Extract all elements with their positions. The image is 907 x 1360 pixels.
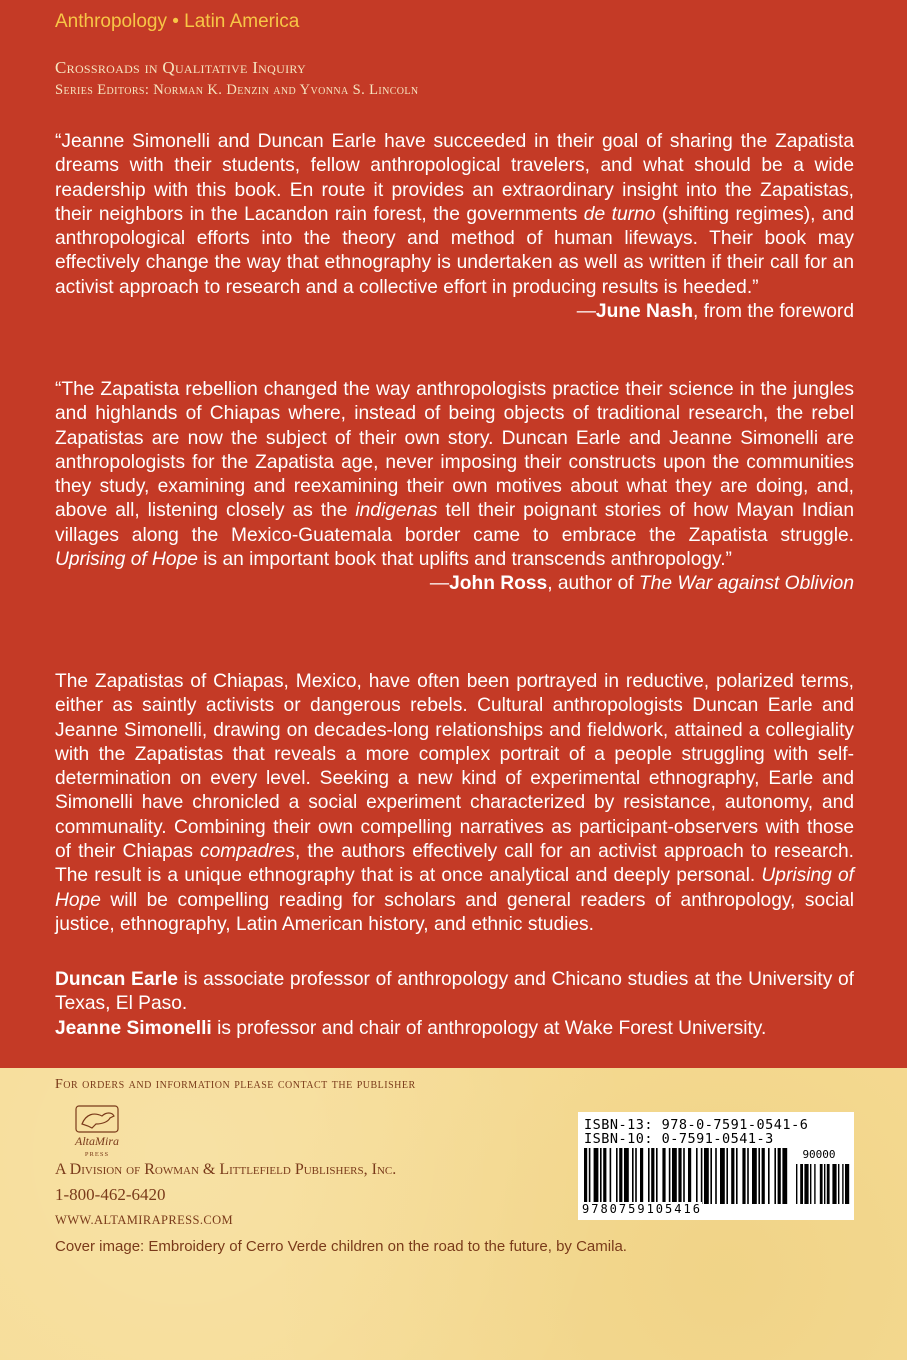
svg-text:PRESS: PRESS xyxy=(84,1151,110,1158)
quote-text: is an important book that uplifts and transcends anthropology.” xyxy=(197,549,732,571)
price-code: 90000 xyxy=(802,1148,836,1161)
book-title: Uprising of Hope xyxy=(55,549,198,571)
book-title: The War against Oblivion xyxy=(638,573,854,595)
author-bio: Jeanne Simonelli is professor and chair of anthropology at Wake Forest University. xyxy=(55,1017,767,1039)
ross-quote xyxy=(55,378,854,597)
author-name: Duncan Earle xyxy=(55,969,178,990)
quote-italic: de turno xyxy=(583,203,656,225)
publisher-website: WWW.ALTAMIRAPRESS.COM xyxy=(55,1213,234,1227)
quote-author: John Ross xyxy=(449,573,548,595)
cover-credit: Cover image: Embroidery of Cerro Verde children on the road to the future, by Camila. xyxy=(55,1238,627,1255)
author-name: Jeanne Simonelli xyxy=(55,1017,212,1039)
horse-icon xyxy=(62,1102,132,1162)
isbn-13: ISBN-13: 978-0-7591-0541-6 xyxy=(584,1117,809,1133)
quote-text: “Jeanne Simonelli and Duncan Earle have succeeded in their goal of sharing the Zapatista dreams with their students, fellow anthropological travelers, and what should be a wide readership with this book. En route it provides an extraordinary insight into the Zapatistas, their neighbors in the Lacandon rain forest, the governments xyxy=(55,131,854,225)
quote-author: June Nash xyxy=(595,301,693,323)
publisher-phone: 1-800-462-6420 xyxy=(55,1185,166,1204)
quote-attribution: —John Ross, author of The War against Oblivion xyxy=(429,573,854,595)
quote-attribution: —June Nash, from the foreword xyxy=(576,301,854,323)
category-label: Anthropology • Latin America xyxy=(55,11,300,32)
nash-quote xyxy=(55,130,854,324)
quote-text: tell their poignant stories of how Mayan Indian villages along the Mexico-Guatemala border came to embrace the Zapatista struggle. xyxy=(55,500,854,546)
series-title: Crossroads in Qualitative Inquiry xyxy=(55,58,306,77)
barcode-number: 9780759105416 xyxy=(582,1202,702,1216)
quote-text: (shifting regimes), and anthropological efforts into the theory and method of human lifeways. Their book may effectively change the way that ethnography is undertaken as well as written if their call for an activist approach to research and a collective effort in producing results is heeded.” xyxy=(55,203,854,298)
quote-italic: indigenas xyxy=(355,500,438,522)
orders-notice: For orders and information please contact the publisher xyxy=(55,1077,416,1092)
author-bio: Duncan Earle is associate professor of anthropology and Chicano studies at the University of Texas, El Paso. xyxy=(55,969,854,1015)
author-bios xyxy=(55,968,854,1041)
series-editors: Series Editors: Norman K. Denzin and Yvonna S. Lincoln xyxy=(55,82,419,98)
book-title: Uprising of Hope xyxy=(55,865,854,911)
quote-text: “The Zapatista rebellion changed the way anthropologists practice their science in the jungles and highlands of Chiapas where, instead of being objects of traditional research, the rebel Zapatistas are now the subject of their own story. Duncan Earle and Jeanne Simonelli are anthropologists for the Zapatista age, never imposing their constructs upon the communities they study, examining and reexamining their own motives about what they are doing, and, above all, listening closely as the xyxy=(55,379,854,522)
publisher-logo xyxy=(62,1102,132,1162)
isbn-10: ISBN-10: 0-7591-0541-3 xyxy=(584,1131,774,1147)
book-description: The Zapatistas of Chiapas, Mexico, have often been portrayed in reductive, polarized terms, either as saintly activists or dangerous rebels. Cultural anthropologists Duncan Earle and Jeanne Simonelli, drawing on decades-long relationships and fieldwork, attained a collegiality with the Zapatistas that reveals a more complex portrait of a people struggling with self-determination on every level. Seeking a new kind of experimental ethnography, Earle and Simonelli have chronicled a social experiment characterized by resistance, autonomy, and communality. Combining their own compelling narratives as participant-observers with those of their Chiapas compadres, the authors effectively call for an activist approach to research. The result is a unique ethnography that is at once analytical and deeply personal. Uprising of Hope will be compelling reading for scholars and general readers of anthropology, social justice, ethnography, Latin American history, and ethnic studies. xyxy=(55,671,854,935)
svg-text:AltaMira: AltaMira xyxy=(75,1134,119,1148)
publisher-division: A Division of Rowman & Littlefield Publishers, Inc. xyxy=(55,1161,397,1178)
isbn-barcode xyxy=(578,1112,854,1220)
